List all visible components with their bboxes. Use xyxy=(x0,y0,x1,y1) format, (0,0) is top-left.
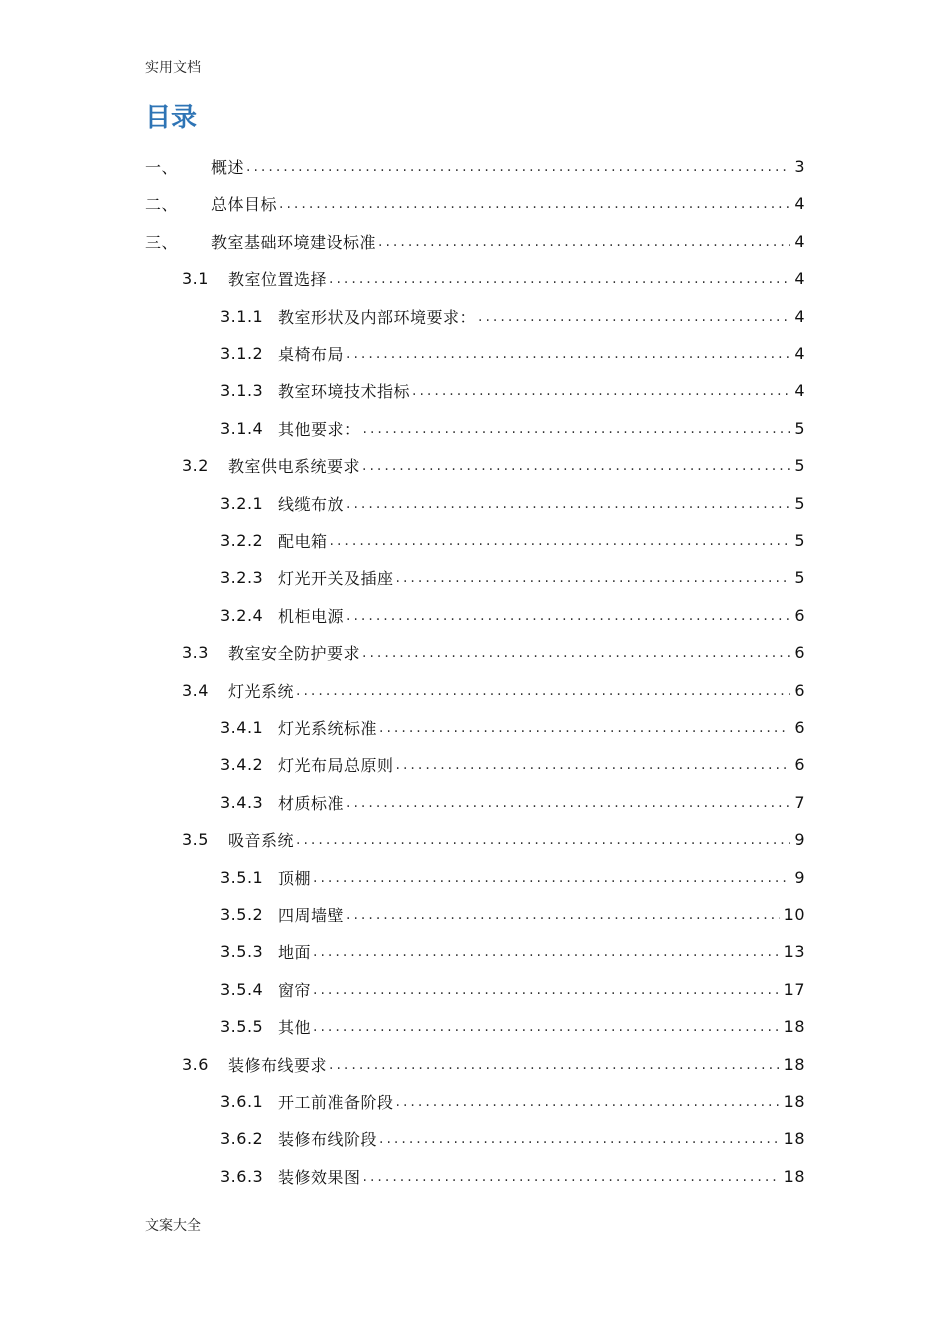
toc-dot-leader xyxy=(329,271,790,297)
toc-entry-number: 3.4.1 xyxy=(220,718,264,737)
toc-entry-page: 5 xyxy=(794,418,805,438)
page-footer: 文案大全 xyxy=(145,1218,201,1234)
toc-dot-leader xyxy=(296,832,790,858)
toc-dot-leader xyxy=(296,683,790,709)
toc-entry-page: 4 xyxy=(794,269,805,289)
toc-entry[interactable] xyxy=(182,260,805,297)
toc-entry-label: 线缆布放 xyxy=(278,494,345,514)
toc-entry-number: 3.5.4 xyxy=(220,979,264,999)
toc-entry-page: 5 xyxy=(794,568,805,588)
toc-entry-page: 4 xyxy=(794,231,805,251)
toc-dot-leader xyxy=(363,421,791,447)
page-header: 实用文档 xyxy=(145,60,201,76)
toc-dot-leader xyxy=(378,234,790,260)
toc-entry-page: 18 xyxy=(783,1092,805,1111)
toc-entry-number: 3.1.3 xyxy=(220,381,264,401)
toc-dot-leader xyxy=(396,1094,780,1120)
toc-entry-number: 3.4.3 xyxy=(220,792,264,812)
toc-dot-leader xyxy=(396,757,791,783)
toc-entry-page: 13 xyxy=(783,942,805,962)
toc-entry-label: 吸音系统 xyxy=(228,831,295,851)
toc-dot-leader xyxy=(396,570,791,596)
toc-entry[interactable] xyxy=(220,971,805,1008)
toc-entry-page: 18 xyxy=(783,1129,805,1149)
toc-entry-page: 4 xyxy=(794,381,805,401)
toc-dot-leader xyxy=(279,196,790,222)
toc-entry[interactable] xyxy=(220,859,805,896)
toc-entry-label: 四周墙壁 xyxy=(278,906,345,925)
toc-entry-number: 3.5.3 xyxy=(220,942,264,962)
toc-entry-number: 3.1.1 xyxy=(220,306,264,326)
toc-entry-page: 18 xyxy=(783,1166,805,1186)
toc-entry-page: 4 xyxy=(794,194,805,214)
toc-entry-label: 教室形状及内部环境要求： xyxy=(278,307,477,327)
toc-entry[interactable] xyxy=(145,185,805,222)
toc-entry-number: 3.2 xyxy=(182,456,209,476)
toc-entry-number: 3.5.1 xyxy=(220,867,264,887)
toc-entry-label: 灯光系统 xyxy=(228,681,295,701)
toc-entry-label: 教室安全防护要求 xyxy=(228,644,361,664)
toc-entry-page: 6 xyxy=(794,755,805,775)
toc-entry-page: 7 xyxy=(794,792,805,812)
toc-title: 目录 xyxy=(145,103,198,133)
toc-entry-label: 窗帘 xyxy=(278,980,312,1000)
toc-entry-number: 3.5.2 xyxy=(220,905,264,924)
toc-entry-number: 一、 xyxy=(145,158,179,177)
toc-entry-number: 3.2.4 xyxy=(220,605,264,625)
toc-dot-leader xyxy=(363,1169,780,1195)
toc-entry[interactable] xyxy=(220,1158,805,1195)
toc-entry[interactable] xyxy=(182,634,805,671)
toc-entry[interactable] xyxy=(220,1083,805,1120)
toc-dot-leader xyxy=(412,383,790,409)
toc-entry-number: 3.6.1 xyxy=(220,1092,264,1111)
toc-entry[interactable] xyxy=(220,485,805,522)
toc-dot-leader xyxy=(329,1057,780,1083)
toc-entry-number: 3.3 xyxy=(182,643,209,663)
toc-entry-page: 5 xyxy=(794,493,805,513)
toc-entry-page: 5 xyxy=(794,456,805,476)
toc-entry-number: 二、 xyxy=(145,195,179,215)
toc-entry-page: 6 xyxy=(794,605,805,625)
toc-entry[interactable] xyxy=(220,784,805,821)
toc-entry-label: 教室基础环境建设标准 xyxy=(211,232,377,252)
toc-entry-label: 开工前准备阶段 xyxy=(278,1093,394,1112)
toc-entry-number: 3.4.2 xyxy=(220,755,264,775)
toc-entry-number: 3.2.1 xyxy=(220,493,264,513)
toc-entry[interactable] xyxy=(182,672,805,709)
toc-entry-page: 18 xyxy=(783,1054,805,1074)
toc-entry-page: 9 xyxy=(794,830,805,850)
toc-entry-number: 3.6.3 xyxy=(220,1166,264,1186)
toc-entry-label: 材质标准 xyxy=(278,793,345,813)
toc-entry-page: 6 xyxy=(794,718,805,737)
toc-entry-page: 9 xyxy=(794,867,805,887)
toc-dot-leader xyxy=(346,608,790,634)
toc-entry-label: 配电箱 xyxy=(278,532,328,551)
toc-dot-leader xyxy=(379,720,790,746)
toc-entry[interactable] xyxy=(182,1046,805,1083)
toc-dot-leader xyxy=(379,1131,780,1157)
toc-entry-label: 教室位置选择 xyxy=(228,270,328,290)
toc-entry-label: 桌椅布局 xyxy=(278,345,345,364)
toc-entry[interactable] xyxy=(220,1008,805,1045)
toc-entry[interactable] xyxy=(220,410,805,447)
toc-entry[interactable] xyxy=(220,709,805,746)
toc-entry-page: 4 xyxy=(794,306,805,326)
toc-entry-label: 概述 xyxy=(211,158,245,177)
toc-entry-number: 3.5.5 xyxy=(220,1017,264,1037)
toc-entry-number: 3.6.2 xyxy=(220,1129,264,1149)
toc-dot-leader xyxy=(346,346,790,372)
toc-entry-label: 灯光系统标准 xyxy=(278,719,378,738)
toc-entry-number: 3.4 xyxy=(182,680,209,700)
toc-entry-number: 3.1 xyxy=(182,269,209,289)
toc-entry-label: 地面 xyxy=(278,943,312,963)
toc-entry-label: 装修布线阶段 xyxy=(278,1130,378,1150)
toc-entry[interactable] xyxy=(220,746,805,783)
toc-entry-number: 3.2.2 xyxy=(220,531,264,550)
toc-entry[interactable] xyxy=(220,335,805,372)
toc-dot-leader xyxy=(478,309,790,335)
toc-dot-leader xyxy=(346,795,790,821)
toc-entry-label: 灯光开关及插座 xyxy=(278,569,394,589)
toc-entry[interactable] xyxy=(220,298,805,335)
toc-entry-number: 3.2.3 xyxy=(220,568,264,588)
toc-dot-leader xyxy=(346,496,790,522)
toc-entry-page: 17 xyxy=(783,979,805,999)
toc-entry-number: 3.5 xyxy=(182,830,209,850)
toc-dot-leader xyxy=(362,645,790,671)
toc-entry[interactable] xyxy=(220,933,805,970)
toc-dot-leader xyxy=(313,944,780,970)
toc-entry[interactable] xyxy=(220,597,805,634)
toc-entry-page: 10 xyxy=(783,905,805,924)
toc-entry-page: 18 xyxy=(783,1017,805,1037)
toc-entry-label: 装修布线要求 xyxy=(228,1055,328,1075)
toc-entry[interactable] xyxy=(182,821,805,858)
toc-entry-page: 6 xyxy=(794,680,805,700)
toc-entry[interactable] xyxy=(220,522,805,559)
toc-entry-page: 6 xyxy=(794,643,805,663)
toc-entry[interactable] xyxy=(145,148,805,185)
toc-entry-label: 其他要求： xyxy=(278,419,361,439)
toc-entry-label: 其他 xyxy=(278,1018,312,1038)
toc-entry-label: 装修效果图 xyxy=(278,1167,361,1187)
toc-dot-leader xyxy=(346,907,780,933)
toc-entry[interactable] xyxy=(220,1120,805,1157)
toc-entry-label: 顶棚 xyxy=(278,868,312,888)
toc-dot-leader xyxy=(313,1019,780,1045)
toc-entry-number: 三、 xyxy=(145,232,179,252)
toc-dot-leader xyxy=(313,870,790,896)
toc-entry-label: 灯光布局总原则 xyxy=(278,756,394,776)
toc-entry-page: 4 xyxy=(794,344,805,363)
toc-entry-label: 教室环境技术指标 xyxy=(278,382,411,402)
toc-entry-label: 教室供电系统要求 xyxy=(228,457,361,477)
toc-entry-number: 3.1.2 xyxy=(220,344,264,363)
toc-dot-leader xyxy=(313,982,780,1008)
toc-entry-number: 3.1.4 xyxy=(220,418,264,438)
toc-entry-label: 总体目标 xyxy=(211,195,278,215)
toc-entry-number: 3.6 xyxy=(182,1054,209,1074)
toc-entry-page: 3 xyxy=(794,157,805,176)
toc-entry[interactable] xyxy=(220,896,805,933)
toc-entry[interactable] xyxy=(145,223,805,260)
toc-entry[interactable] xyxy=(220,372,805,409)
toc-entry-page: 5 xyxy=(794,531,805,550)
toc-dot-leader xyxy=(362,458,790,484)
toc-dot-leader xyxy=(246,159,790,185)
toc-entry[interactable] xyxy=(182,447,805,484)
toc-entry-label: 机柜电源 xyxy=(278,606,345,626)
toc-dot-leader xyxy=(330,533,791,559)
toc-entry[interactable] xyxy=(220,559,805,596)
